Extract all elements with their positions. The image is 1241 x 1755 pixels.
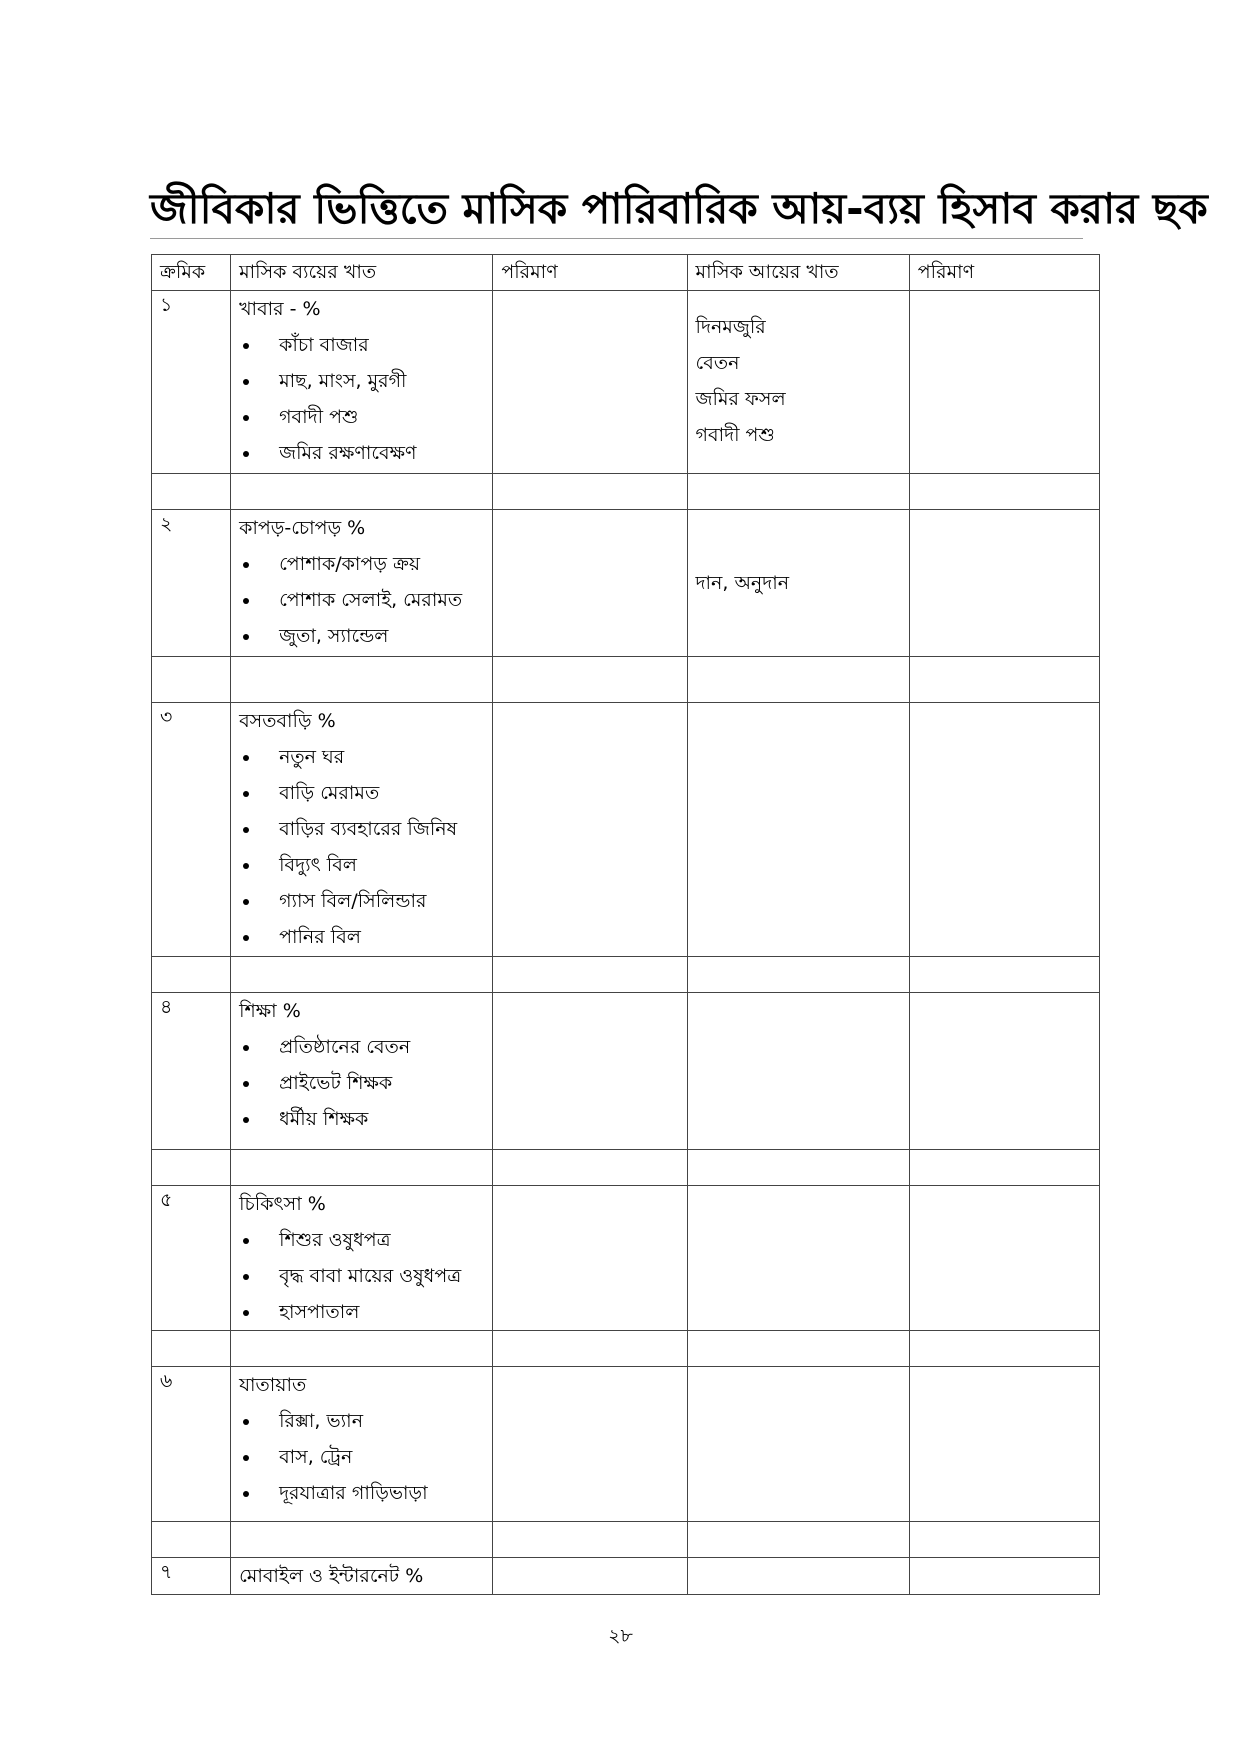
expense-cell	[231, 1558, 493, 1595]
blank-row	[152, 474, 1100, 510]
income-cell[interactable]	[687, 1186, 909, 1331]
expense-item-list	[239, 327, 484, 471]
expense-item-list	[239, 1222, 484, 1330]
serial-cell: ৭	[152, 1558, 231, 1595]
expense-item: পানির বিল	[239, 919, 484, 955]
expense-cell	[231, 1186, 493, 1331]
expense-amount-cell[interactable]	[493, 1367, 687, 1522]
table-row	[152, 703, 1100, 957]
expense-item: বাড়ির ব্যবহারের জিনিষ	[239, 811, 484, 847]
expense-item: পোশাক/কাপড় ক্রয়	[239, 546, 484, 582]
expense-item: নতুন ঘর	[239, 739, 484, 775]
serial-cell: ৩	[152, 703, 231, 957]
blank-row	[152, 1331, 1100, 1367]
expense-item: হাসপাতাল	[239, 1294, 484, 1330]
expense-item: বিদ্যুৎ বিল	[239, 847, 484, 883]
income-cell[interactable]	[687, 1558, 909, 1595]
expense-item: রিক্সা, ভ্যান	[239, 1403, 484, 1439]
expense-item: বাড়ি মেরামত	[239, 775, 484, 811]
expense-amount-cell[interactable]	[493, 291, 687, 474]
category-label: বসতবাড়ি %	[239, 710, 336, 732]
income-cell[interactable]	[687, 993, 909, 1150]
table-header-row	[152, 255, 1100, 291]
expense-item: প্রাইভেট শিক্ষক	[239, 1065, 484, 1101]
expense-item: গবাদী পশু	[239, 399, 484, 435]
blank-row	[152, 1150, 1100, 1186]
expense-cell	[231, 510, 493, 657]
expense-cell	[231, 1367, 493, 1522]
expense-item: প্রতিষ্ঠানের বেতন	[239, 1029, 484, 1065]
expense-item: ধর্মীয় শিক্ষক	[239, 1101, 484, 1137]
budget-table	[151, 254, 1100, 1595]
expense-item: বাস, ট্রেন	[239, 1439, 484, 1475]
income-cell[interactable]	[687, 1367, 909, 1522]
expense-item: জমির রক্ষণাবেক্ষণ	[239, 435, 484, 471]
blank-row	[152, 657, 1100, 703]
serial-cell: ৫	[152, 1186, 231, 1331]
serial-cell: ৬	[152, 1367, 231, 1522]
expense-cell	[231, 291, 493, 474]
table-row	[152, 510, 1100, 657]
income-item: জমির ফসল	[695, 388, 786, 410]
blank-row	[152, 957, 1100, 993]
expense-cell	[231, 993, 493, 1150]
table-row	[152, 1186, 1100, 1331]
expense-item-list	[239, 1029, 484, 1137]
category-label: খাবার - %	[239, 298, 321, 320]
income-amount-cell[interactable]	[909, 1558, 1099, 1595]
header-income-head: মাসিক আয়ের খাত	[687, 255, 909, 291]
expense-item: পোশাক সেলাই, মেরামত	[239, 582, 484, 618]
income-item: দান, অনুদান	[695, 572, 790, 594]
expense-item-list	[239, 546, 484, 654]
header-income-amount: পরিমাণ	[909, 255, 1099, 291]
table-row	[152, 1558, 1100, 1595]
income-item: গবাদী পশু	[695, 424, 775, 446]
header-expense-amount: পরিমাণ	[493, 255, 687, 291]
expense-item: গ্যাস বিল/সিলিন্ডার	[239, 883, 484, 919]
table-row	[152, 993, 1100, 1150]
expense-cell	[231, 703, 493, 957]
expense-item: শিশুর ওষুধপত্র	[239, 1222, 484, 1258]
category-label: মোবাইল ও ইন্টারনেট %	[239, 1565, 424, 1587]
expense-item-list	[239, 1403, 484, 1511]
blank-row	[152, 1522, 1100, 1558]
page-number: ২৮	[608, 1625, 633, 1647]
expense-amount-cell[interactable]	[493, 1558, 687, 1595]
category-label: চিকিৎসা %	[239, 1193, 326, 1215]
page-title: জীবিকার ভিত্তিতে মাসিক পারিবারিক আয়-ব্যয় হিসাব করার ছক	[150, 180, 1083, 239]
income-cell[interactable]	[687, 703, 909, 957]
category-label: কাপড়-চোপড় %	[239, 517, 366, 539]
header-serial: ক্রমিক	[152, 255, 231, 291]
expense-item: বৃদ্ধ বাবা মায়ের ওষুধপত্র	[239, 1258, 484, 1294]
income-amount-cell[interactable]	[909, 993, 1099, 1150]
expense-item: জুতা, স্যান্ডেল	[239, 618, 484, 654]
expense-item: কাঁচা বাজার	[239, 327, 484, 363]
expense-amount-cell[interactable]	[493, 703, 687, 957]
income-cell	[687, 510, 909, 657]
expense-amount-cell[interactable]	[493, 510, 687, 657]
income-amount-cell[interactable]	[909, 291, 1099, 474]
income-amount-cell[interactable]	[909, 1186, 1099, 1331]
expense-item: মাছ, মাংস, মুরগী	[239, 363, 484, 399]
expense-amount-cell[interactable]	[493, 1186, 687, 1331]
serial-cell: ১	[152, 291, 231, 474]
expense-item: দূরযাত্রার গাড়িভাড়া	[239, 1475, 484, 1511]
income-cell	[687, 291, 909, 474]
income-amount-cell[interactable]	[909, 703, 1099, 957]
serial-cell: ৪	[152, 993, 231, 1150]
category-label: শিক্ষা %	[239, 1000, 301, 1022]
expense-amount-cell[interactable]	[493, 993, 687, 1150]
income-item: বেতন	[695, 352, 740, 374]
category-label: যাতায়াত	[239, 1374, 307, 1396]
serial-cell: ২	[152, 510, 231, 657]
table-row	[152, 1367, 1100, 1522]
expense-item-list	[239, 739, 484, 955]
income-amount-cell[interactable]	[909, 1367, 1099, 1522]
income-amount-cell[interactable]	[909, 510, 1099, 657]
header-expense-head: মাসিক ব্যয়ের খাত	[231, 255, 493, 291]
table-row	[152, 291, 1100, 474]
income-item: দিনমজুরি	[695, 316, 766, 338]
